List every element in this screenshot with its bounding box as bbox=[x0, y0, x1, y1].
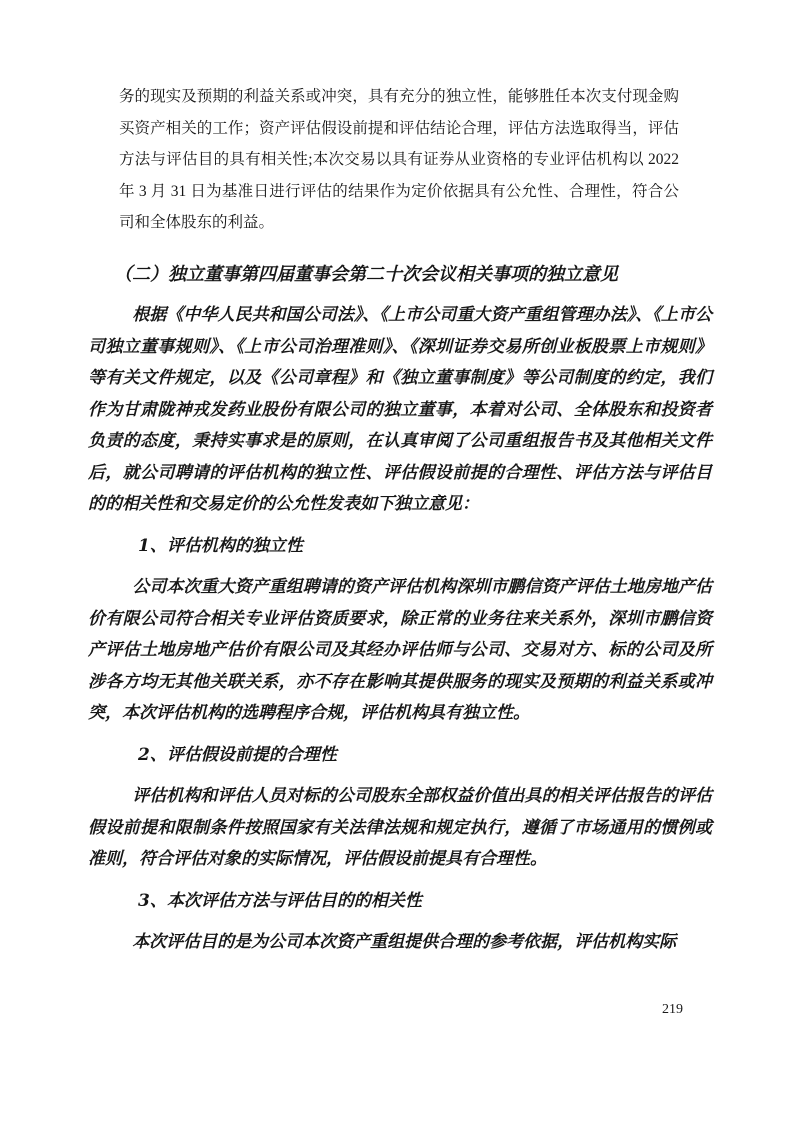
paragraph-assumption-reasonableness: 评估机构和评估人员对标的公司股东全部权益价值出具的相关评估报告的评估假设前提和限制条件按照国家有关法律法规和规定执行，遵循了市场通用的惯例或准则，符合评估对象的实际情况，评估假设前提具有合理性。 bbox=[88, 786, 712, 869]
subsection-heading-method-relevance: 3、本次评估方法与评估目的的相关性 bbox=[138, 890, 422, 911]
page-number: 219 bbox=[662, 1002, 683, 1017]
paragraph-legal-basis: 根据《中华人民共和国公司法》、《上市公司重大资产重组管理办法》、《上市公司独立董事规则》、《上市公司治理准则》、《深圳证券交易所创业板股票上市规则》等有关文件规定，以及《公司章程》和《独立董事制度》等公司制度的约定，我们作为甘肃陇神戎发药业股份有限公司的独立董事，本着对公司、全体股东和投资者负责的态度，秉持实事求是的原则，在认真审阅了公司重组报告书及其他相关文件后，就公司聘请的评估机构的独立性、评估假设前提的合理性、评估方法与评估目的的相关性和交易定价的公允性发表如下独立意见： bbox=[88, 305, 712, 514]
paragraph-appraiser-independence: 公司本次重大资产重组聘请的资产评估机构深圳市鹏信资产评估土地房地产估价有限公司符合相关专业评估资质要求，除正常的业务往来关系外，深圳市鹏信资产评估土地房地产估价有限公司及其经办评估师与公司、交易对方、标的公司及所涉各方均无其他关联关系，亦不存在影响其提供服务的现实及预期的利益关系或冲突，本次评估机构的选聘程序合规，评估机构具有独立性。 bbox=[88, 577, 712, 723]
paragraph-method-relevance: 本次评估目的是为公司本次资产重组提供合理的参考依据，评估机构实际 bbox=[132, 932, 677, 952]
section-heading-independent-opinion: （二）独立董事第四届董事会第二十次会议相关事项的独立意见 bbox=[114, 263, 618, 285]
page-footer bbox=[88, 1000, 683, 1018]
paragraph-continuation: 务的现实及预期的利益关系或冲突，具有充分的独立性，能够胜任本次支付现金购买资产相关的工作；资产评估假设前提和评估结论合理，评估方法选取得当，评估方法与评估目的具有相关性;本次交易以具有证券从业资格的专业评估机构以 2022 年 3 月 31 日为基准日进行评估的结果作为定价依据具有公允性、合理性，符合公司和全体股东的利益。 bbox=[119, 88, 679, 231]
subsection-heading-assumption-reasonableness: 2、评估假设前提的合理性 bbox=[138, 744, 337, 765]
subsection-heading-appraiser-independence: 1、评估机构的独立性 bbox=[138, 535, 303, 556]
page-content bbox=[88, 81, 712, 969]
